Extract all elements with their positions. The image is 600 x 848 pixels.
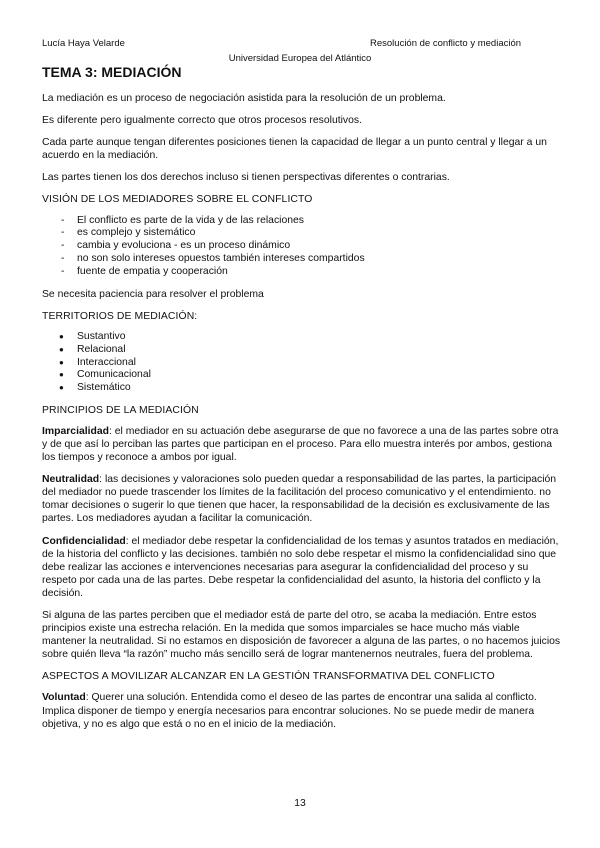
- section-heading-territorios: TERRITORIOS DE MEDIACIÓN:: [42, 311, 198, 323]
- header-university: Universidad Europea del Atlántico: [228, 53, 372, 64]
- list-item: ● Sistemático: [42, 382, 562, 395]
- list-item: ● Interaccional: [42, 357, 562, 370]
- principios-closing-paragraph: Si alguna de las partes perciben que el mediador está de parte del otro, se acaba la mediación. Entre estos principios existe una estrecha relación. En la medida que somos imparciales se hace mucho más viable mantener la neutralidad. Si no estamos en disposición de favorecer a alguna de las partes, o no hacemos juicios sobre quién lleva “la razón” mucho más sencillo será de lograr mantenernos neutrales, fuera del problema.: [42, 610, 561, 661]
- list-item: ● Sustantivo: [42, 331, 562, 344]
- principle-imparcialidad: [42, 425, 562, 464]
- page-content: [42, 64, 562, 740]
- section-heading-vision: VISIÓN DE LOS MEDIADORES SOBRE EL CONFLICTO: [42, 194, 313, 206]
- list-item: - El conflicto es parte de la vida y de las relaciones: [42, 215, 562, 228]
- term-neutralidad: Neutralidad: [42, 474, 100, 486]
- term-confidencialidad: Confidencialidad: [42, 535, 126, 547]
- vision-note: Se necesita paciencia para resolver el problema: [42, 289, 264, 301]
- page-title: TEMA 3: MEDIACIÓN: [42, 64, 182, 80]
- list-item: - es complejo y sistemático: [42, 227, 562, 240]
- aspect-voluntad: [42, 691, 562, 730]
- list-item: - fuente de empatia y cooperación: [42, 266, 562, 279]
- list-item: ● Relacional: [42, 344, 562, 357]
- intro-paragraph-1: La mediación es un proceso de negociación asistida para la resolución de un problema.: [42, 93, 446, 104]
- definition-imparcialidad: : el mediador en su actuación debe asegurarse de que no favorece a una de las partes sobre otra y de que así lo perciban las partes que participan en el proceso. Para ello muestra interés por ambos, gestiona los tiempos y reconoce a ambos por igual.: [42, 425, 559, 464]
- section-heading-principios: PRINCIPIOS DE LA MEDIACIÓN: [42, 404, 199, 416]
- definition-neutralidad: : las decisiones y valoraciones solo pueden quedar a responsabilidad de las partes, la participación del mediador no puede trascender los límites de la facilitación del proceso comunicativo y el entendimiento. no tomar decisiones o sugerir lo que tienen que hacer, la responsabilidad de la decisión es exclusivamente de las partes. Los mediadores ayudan a facilitar la comunicación.: [42, 474, 557, 525]
- section-heading-aspectos: ASPECTOS A MOVILIZAR ALCANZAR EN LA GESTIÓN TRANSFORMATIVA DEL CONFLICTO: [42, 671, 495, 683]
- territorios-list: [42, 331, 562, 395]
- header-course: Resolución de conflicto y mediación: [370, 38, 522, 49]
- header-author: Lucía Haya Velarde: [42, 38, 125, 49]
- definition-confidencialidad: : el mediador debe respetar la confidencialidad de los temas y asuntos tratados en mediación, de la historia del conflicto y las decisiones. también no solo debe respetar el mismo la confidencialidad sino que debe realizar las acciones e intervenciones necesarias para asegurar la confidencialidad del proceso y su respeto por cada una de las partes. Debe respetar la confidencialidad del asunto, la historia del conflicto y la decisión.: [42, 535, 559, 599]
- intro-paragraph-4: Las partes tienen los dos derechos incluso si tienen perspectivas diferentes o contrarias.: [42, 172, 450, 184]
- list-item: ● Comunicacional: [42, 369, 562, 382]
- intro-paragraph-3: Cada parte aunque tengan diferentes posiciones tienen la capacidad de llegar a un punto central y llegar a un acuerdo en la mediación.: [42, 137, 547, 162]
- vision-list: [42, 215, 562, 280]
- principle-neutralidad: [42, 473, 562, 525]
- term-imparcialidad: Imparcialidad: [42, 425, 109, 437]
- page-number: 13: [294, 798, 306, 809]
- list-item: - no son solo intereses opuestos también intereses compartidos: [42, 253, 562, 266]
- definition-voluntad: : Querer una solución. Entendida como el deseo de las partes de encontrar una salida al conflicto. Implica disponer de tiempo y energía necesarios para encontrar soluciones. No se puede medir de manera objetiva, y no es algo que está o no en el inicio de la mediación.: [42, 692, 537, 730]
- list-item: - cambia y evoluciona - es un proceso dinámico: [42, 240, 562, 253]
- principle-confidencialidad: [42, 535, 562, 600]
- term-voluntad: Voluntad: [42, 692, 86, 704]
- intro-paragraph-2: Es diferente pero igualmente correcto que otros procesos resolutivos.: [42, 115, 362, 127]
